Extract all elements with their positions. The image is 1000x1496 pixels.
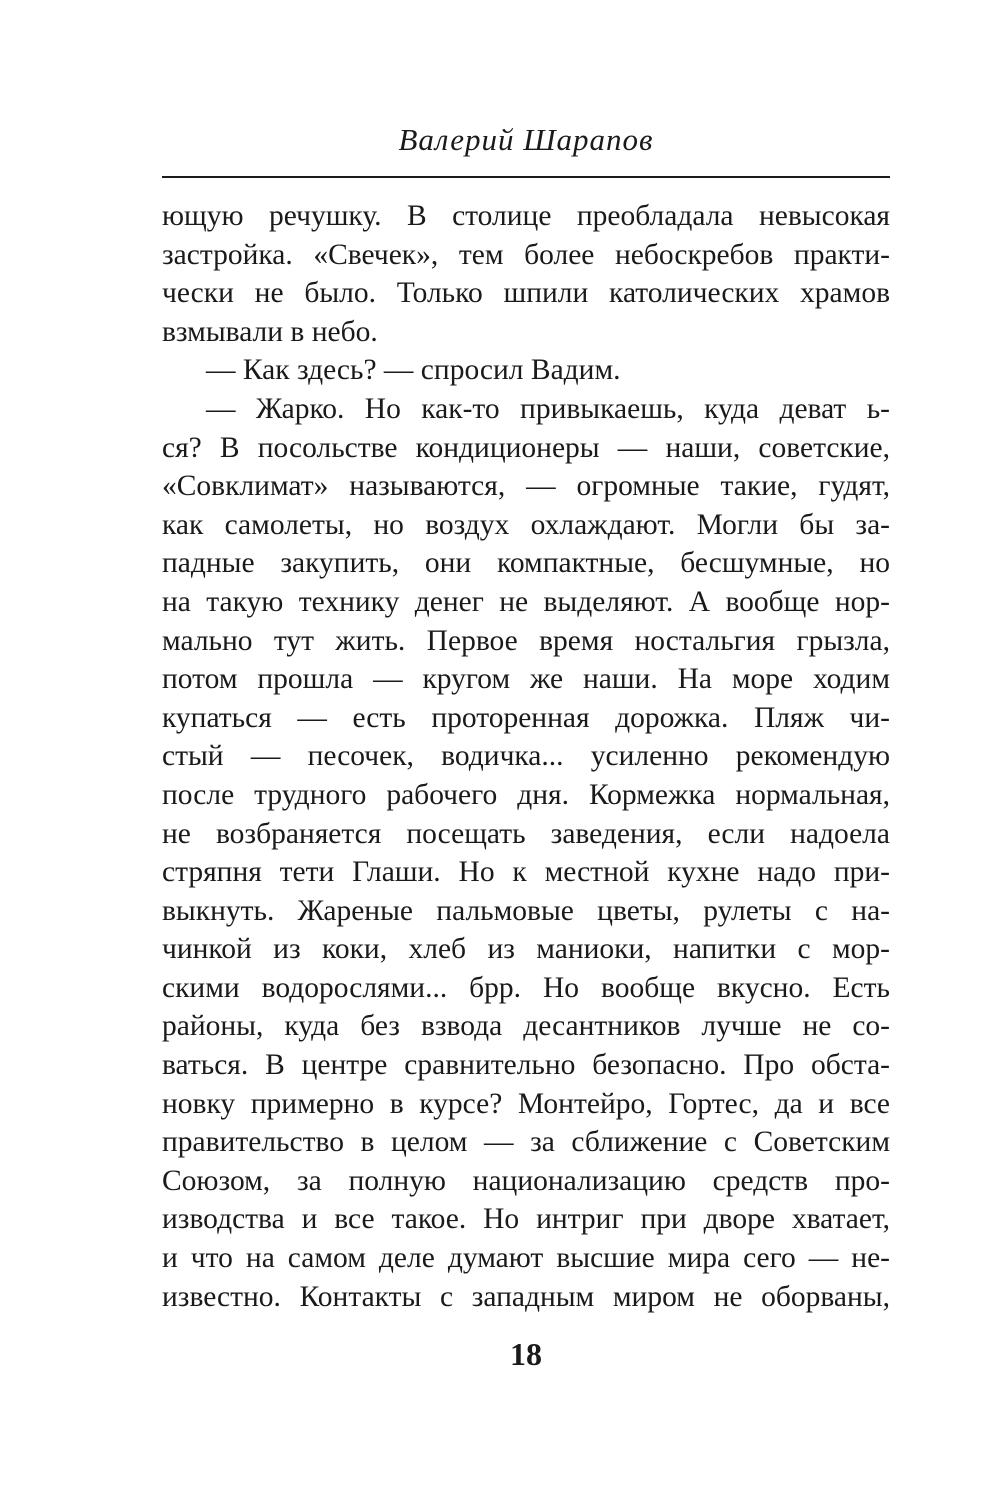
dialogue-line: — Как здесь? — спросил Вадим. xyxy=(206,354,621,387)
page-number: 18 xyxy=(510,1336,542,1372)
text-line: мально тут жить. Первое время ностальгия грызла, xyxy=(162,624,890,657)
text-line: застройка. «Свечек», тем более небоскребов практи- xyxy=(162,238,890,271)
text-line: взмывали в небо. xyxy=(162,315,378,348)
text-line: ваться. В центре сравнительно безопасно. Про обста- xyxy=(162,1049,890,1082)
text-line: «Совклимат» называются, — огромные такие, гудят, xyxy=(162,470,890,503)
text-line: и что на самом деле думают высшие мира сего — не- xyxy=(162,1242,890,1275)
text-line: Союзом, за полную национализацию средств про- xyxy=(162,1164,890,1197)
text-line: стый — песочек, водичка... усиленно рекомендую xyxy=(162,740,890,773)
text-line: чески не было. Только шпили католических храмов xyxy=(162,277,890,310)
text-line: как самолеты, но воздух охлаждают. Могли бы за- xyxy=(162,508,890,541)
text-line: стряпня тети Глаши. Но к местной кухне надо при- xyxy=(162,856,890,889)
text-line: ся? В посольстве кондиционеры — наши, советские, xyxy=(162,431,890,464)
text-line: не возбраняется посещать заведения, если надоела xyxy=(162,817,890,850)
text-line: чинкой из коки, хлеб из маниоки, напитки с мор- xyxy=(162,933,890,966)
text-line: правительство в целом — за сближение с Советским xyxy=(162,1126,890,1159)
text-line: после трудного рабочего дня. Кормежка нормальная, xyxy=(162,778,890,811)
text-line: падные закупить, они компактные, бесшумные, но xyxy=(162,547,890,580)
header-divider xyxy=(162,176,890,178)
text-line: изводства и все такое. Но интриг при дворе хватает, xyxy=(162,1203,890,1236)
text-line: купаться — есть проторенная дорожка. Пляж чи- xyxy=(162,701,890,734)
text-line: выкнуть. Жареные пальмовые цветы, рулеты с на- xyxy=(162,894,890,927)
text-line: потом прошла — кругом же наши. На море ходим xyxy=(162,663,890,696)
body-text xyxy=(162,197,890,1316)
text-line: ющую речушку. В столице преобладала невысокая xyxy=(162,200,890,232)
text-line: на такую технику денег не выделяют. А вообще нор- xyxy=(162,585,890,618)
text-line: районы, куда без взвода десантников лучше не со- xyxy=(162,1010,890,1043)
text-line: новку примерно в курсе? Монтейро, Гортес, да и все xyxy=(162,1087,890,1120)
text-line: известно. Контакты с западным миром не оборваны, xyxy=(162,1280,890,1313)
running-header-author: Валерий Шарапов xyxy=(398,122,654,157)
dialogue-line: — Жарко. Но как-то привыкаешь, куда деват ь- xyxy=(206,392,890,425)
text-line: скими водорослями... брр. Но вообще вкусно. Есть xyxy=(162,971,890,1004)
